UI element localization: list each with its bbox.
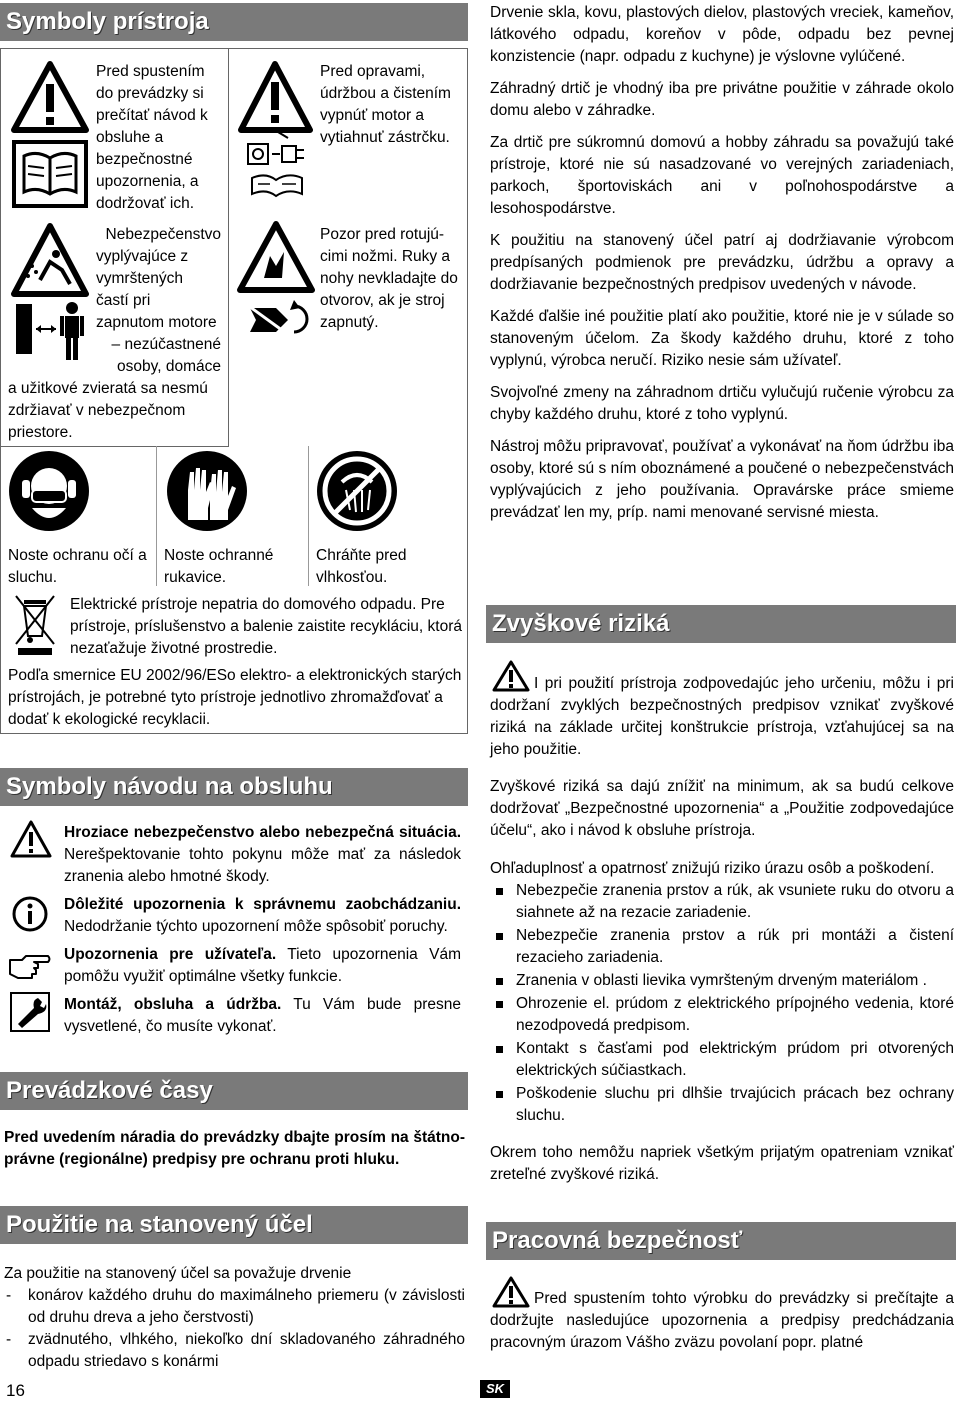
- pointing-hand-icon: [8, 952, 52, 980]
- warning-thrown-parts-icon: [10, 222, 90, 362]
- paragraph: Každé ďalšie iné použitie platí ako použitie, ktoré nie je v súlade so stanoveným účelom. Za škody každého druhu, ktoré z toho vyplynú, výrobca neručí. Riziko nesie sám užívateľ.: [490, 308, 954, 369]
- language-badge: SK: [480, 1380, 510, 1398]
- ppe-eye-ear-text: Noste ochranu očí a sluchu.: [8, 547, 147, 586]
- list-item: - zvädnutého, vlhkého, niekoľko dní skladovaného záhradného odpadu striedavo s konármi: [4, 1329, 465, 1373]
- ppe-divider-1: [156, 446, 157, 586]
- page-number: 16: [6, 1381, 25, 1400]
- residual-risk-intro: I pri použití prístroja zodpovedajúc jeho určeniu, môžu i pri dodržaní zvyklých bezpečnostných predpisov vznikať zvyškové riziká na základe určitej konštrukcie prístroja, vzťahujúcej sa na jeho použitie.: [490, 675, 954, 758]
- ppe-keep-dry-text: Chráňte pred vlhkosťou.: [316, 547, 407, 586]
- warning-unplug-icon: [238, 60, 313, 200]
- operating-times-text: Pred uvedením náradia do prevádzky dbajte prosím na štátno-právne (regionálne) predpisy pre ochranu proti hluku.: [4, 1129, 465, 1168]
- section-header-device-symbols: Symboly prístroja: [0, 3, 468, 41]
- keep-dry-icon: [316, 450, 398, 532]
- list-item: Nebezpečie zranenia prstov a rúk, ak vsuniete ruku do otvoru a siahnete až na rezacie zariadenie.: [490, 880, 954, 924]
- important-desc: Nedodržanie týchto upozornení môže spôsobiť poruchy.: [64, 918, 448, 935]
- info-icon: [12, 896, 48, 932]
- paragraph: Záhradný drtič je vhodný iba pre privátne použitie v záhrade okolo domu alebo v záhradke.: [490, 80, 954, 119]
- danger-title: Hroziace nebezpečenstvo alebo nebezpečná situácia.: [64, 824, 461, 841]
- list-item: Ohrozenie el. prúdom z elektrického prípojného vedenia, ktoré nezodpovedá predpisom.: [490, 993, 954, 1037]
- symbol-rotating-blades-text: Pozor pred rotujú-cimi nožmi. Ruky a nohy nevkladajte do otvorov, ak je stroj zapnutý.: [320, 226, 458, 331]
- intended-use-list: [4, 1285, 465, 1373]
- symbol-thrown-parts-text: [96, 224, 221, 378]
- manual-symbol-user-notes: [64, 944, 461, 988]
- section-header-intended-use: Použitie na stanovený účel: [0, 1206, 468, 1244]
- warning-manual-icon: [10, 60, 90, 210]
- thrown-parts-line: Nebezpečenstvo: [105, 226, 221, 243]
- residual-risk-closing: Okrem toho nemôžu napriek všetkým prijatým opatreniam vznikať zreteľné zvyškové riziká.: [490, 1144, 954, 1183]
- residual-risk-list: [490, 880, 954, 1128]
- manual-symbol-assembly: [64, 994, 461, 1038]
- residual-risk-paragraph: Ohľaduplnosť a opatrnosť znižujú riziko úrazu osôb a poškodení.: [490, 860, 935, 877]
- paragraph: K použitiu na stanovený účel patrí aj dodržiavanie výrobcom predpísaných podmienok pre prevádzku, údržbu a opravy a dodržiavanie bezpečnostných predpisov uvedených v návode.: [490, 232, 954, 293]
- list-item: Zranenia v oblasti lievika vymršteným drveným materiálom .: [490, 970, 954, 992]
- ppe-divider-2: [308, 446, 309, 586]
- thrown-parts-line: – nezúčastnené: [111, 336, 221, 353]
- crossed-bin-icon: [12, 592, 58, 656]
- weee-text-2: Podľa smernice EU 2002/96/ESo elektro- a elektronických starých prístrojách, je potrebné tyto prístroje jednotlivo zhromažďovať a dodať k ekologické recyklacii.: [8, 667, 462, 728]
- symbol-read-manual-text: Pred spustením do prevádzky si prečítať návod k obsluhe a bezpečnostné upozornenia, a dodržovať ich.: [96, 63, 208, 212]
- work-safety-text: Pred spustením tohto výrobku do prevádzky si prečítajte a dodržujte nasledujúce upozornenia a predpisy predchádzania pracovným úrazom Vášho zväzu povolaní popr. platné: [490, 1290, 954, 1351]
- thrown-parts-line: zapnutom motore: [96, 314, 217, 331]
- section-header-residual-risks: Zvyškové riziká: [486, 605, 956, 643]
- section-header-operating-times: Prevádzkové časy: [0, 1072, 468, 1110]
- symbol-thrown-parts-text-tail: a užitkové zvieratá sa nesmú zdržiavať v nebezpečnom priestore.: [8, 380, 208, 441]
- assembly-title: Montáž, obsluha a údržba.: [64, 996, 282, 1013]
- intended-use-intro: Za použitie na stanovený účel sa považuje drvenie: [4, 1265, 352, 1282]
- right-column-intro: [490, 2, 954, 534]
- paragraph: Drvenie skla, kovu, plastových dielov, plastových vreciek, kameňov, látkového odpadu, koreňov v pôde, odpadu bez pevnej konzistencie (napr. odpadu z kuchyne) je výslovne vylúčené.: [490, 4, 954, 65]
- list-item: Nebezpečie zranenia prstov a rúk pri montáži a čistení rezacieho zariadenia.: [490, 925, 954, 969]
- weee-text-1: Elektrické prístroje nepatria do domového odpadu. Pre prístroje, príslušenstvo a balenie zaistite recykláciu, ktorá nezaťažuje životné prostredie.: [70, 596, 462, 657]
- wrench-icon: [10, 992, 50, 1032]
- paragraph: Nástroj môžu pripravovať, používať a vykonávať na ňom údržbu iba osoby, ktoré sú s ním oboznámené a poučené o nebezpečenstvách vyplývajúcich z jeho používania. Opravárske práce smieme prevádzať len my, príp. nami menované servisné miesta.: [490, 438, 954, 521]
- thrown-parts-line: vymrštených: [96, 270, 183, 287]
- important-title: Dôležité upozornenia k správnemu zaobchádzaniu.: [64, 896, 461, 913]
- thrown-parts-line: častí pri: [96, 292, 151, 309]
- paragraph: Za drtič pre súkromnú domovú a hobby záhradu sa považujú také prístroje, ktoré nie sú nasadzované vo verejných zariadeniach, parkoch, športoviskách ani v poľnohospodárstve a lesohospodárstve.: [490, 134, 954, 217]
- warning-triangle-icon: [10, 820, 52, 858]
- grid-divider-vertical: [228, 48, 229, 446]
- residual-risk-paragraph: Zvyškové riziká sa dajú znížiť na minimum, ak sa budú celkove dodržovať „Bezpečnostné upozornenia“ a „Použitie zodpovedajúce účelu“, ako i návod k obsluhe prístroja.: [490, 778, 954, 839]
- manual-symbol-danger: [64, 822, 461, 888]
- list-item: - konárov každého druhu do maximálneho priemeru (v závislosti od druhu dreva a jeho čerstvosti): [4, 1285, 465, 1329]
- assembly-desc: Tu Vám bude presne vysvetlené, čo musíte vykonať.: [64, 996, 461, 1035]
- manual-symbol-important: [64, 894, 461, 938]
- grid-divider-horizontal: [0, 446, 229, 447]
- user-notes-title: Upozornenia pre užívateľa.: [64, 946, 277, 963]
- list-item: Kontakt s časťami pod elektrickým prúdom pri otvorených elektrických súčiastkach.: [490, 1038, 954, 1082]
- warning-rotating-blades-icon: [236, 220, 316, 350]
- list-item: Poškodenie sluchu pri dlhšie trvajúcich prácach bez ochrany sluchu.: [490, 1083, 954, 1127]
- ppe-gloves-text: Noste ochranné rukavice.: [164, 547, 274, 586]
- danger-desc: Nerešpektovanie tohto pokynu môže mať za následok zranenia alebo hmotné škody.: [64, 846, 461, 885]
- gloves-icon: [166, 450, 248, 532]
- paragraph: Svojvoľné zmeny na záhradnom drtiču vylučujú ručenie výrobcu za chyby každého druhu, ktoré z toho vyplynú.: [490, 384, 954, 423]
- section-header-work-safety: Pracovná bezpečnosť: [486, 1222, 956, 1260]
- section-header-manual-symbols: Symboly návodu na obsluhu: [0, 768, 468, 806]
- eye-ear-protection-icon: [8, 450, 90, 532]
- user-notes-desc: Tieto upozornenia Vám pomôžu využiť optimálne všetky funkcie.: [64, 946, 461, 985]
- thrown-parts-line: osoby, domáce: [117, 358, 221, 375]
- thrown-parts-line: vyplývajúce z: [96, 248, 189, 265]
- symbol-unplug-text: Pred opravami, údržbou a čistením vypnúť motor a vytiahnuť zástrčku.: [320, 63, 451, 146]
